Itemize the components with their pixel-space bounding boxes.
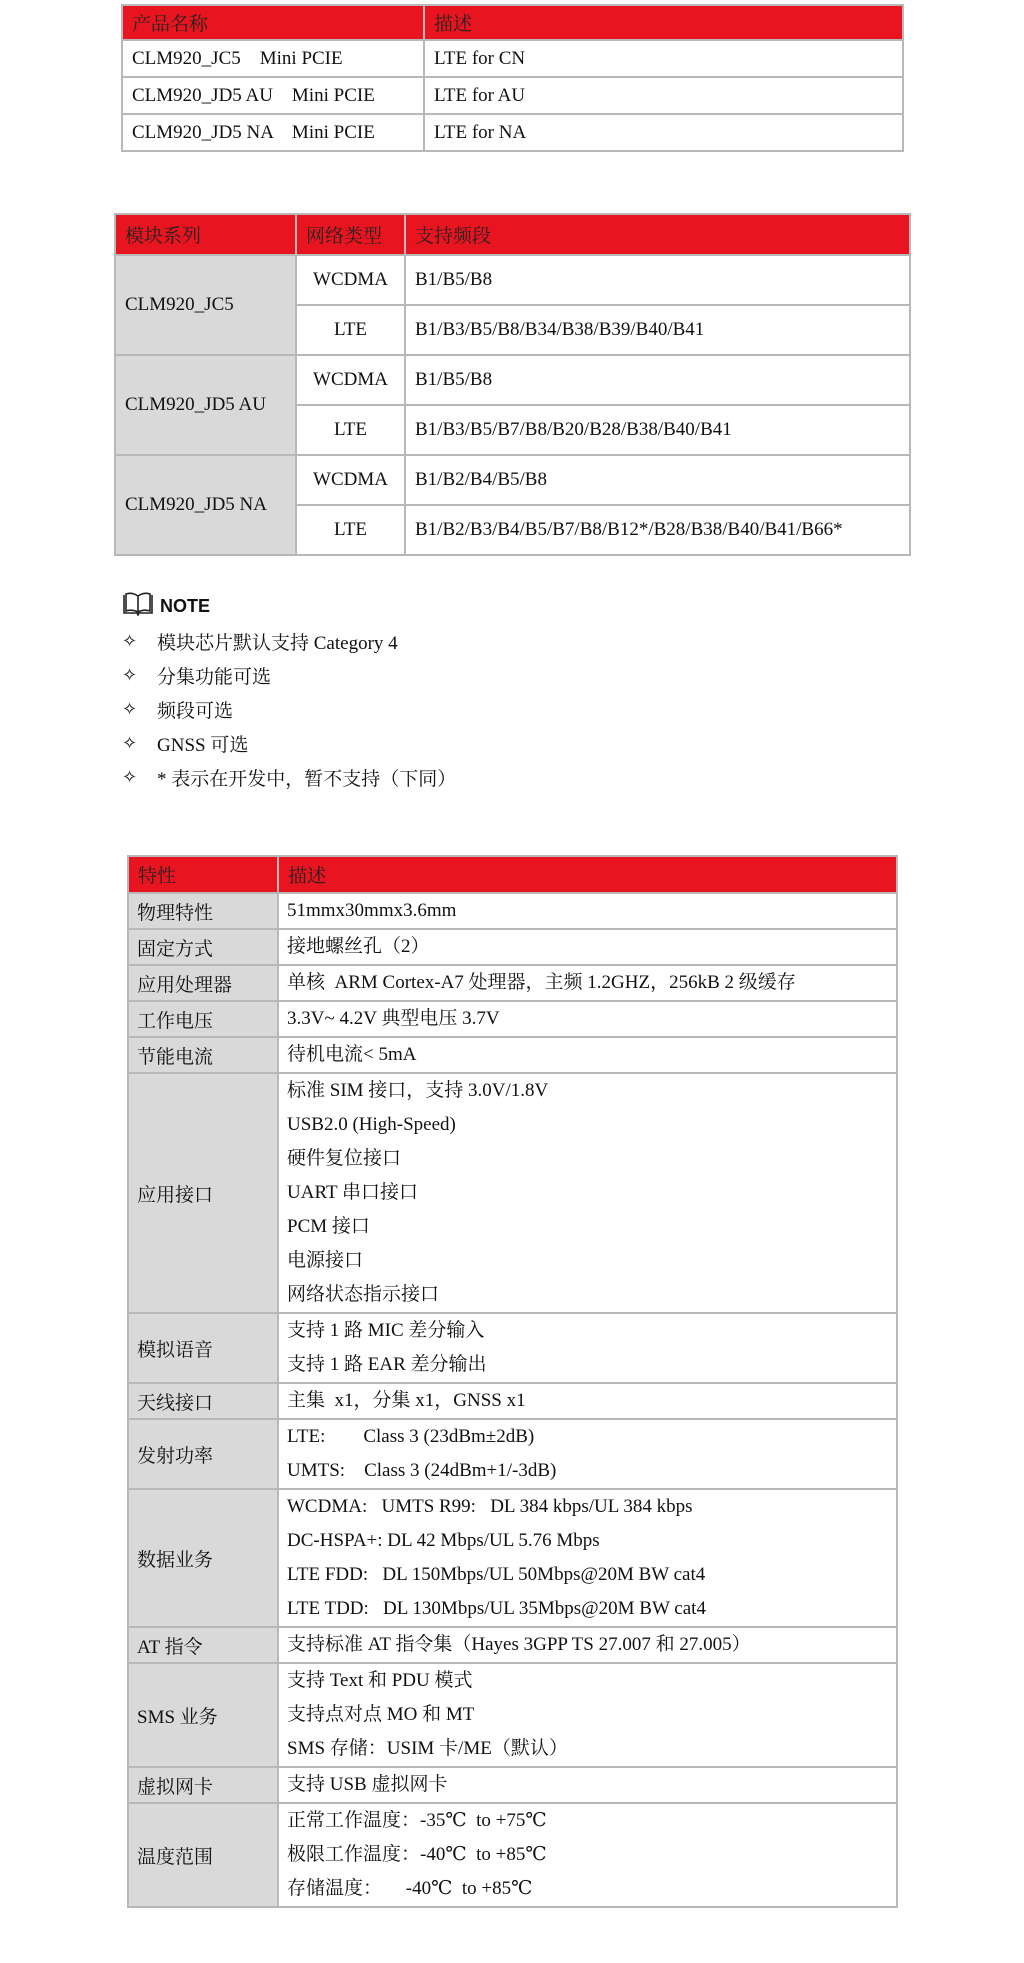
list-item	[122, 624, 822, 658]
description-line: 支持标准 AT 指令集（Hayes 3GPP TS 27.007 和 27.005）	[287, 1634, 751, 1655]
network-type-cell: LTE	[296, 305, 405, 355]
table-row	[122, 40, 903, 77]
feature-description-cell	[278, 1001, 897, 1037]
feature-description-cell	[278, 1663, 897, 1767]
feature-description-cell	[278, 929, 897, 965]
description-line: USB2.0 (High-Speed)	[287, 1114, 456, 1135]
note-label: NOTE	[160, 595, 211, 616]
note-list	[122, 624, 822, 794]
table-row	[128, 1001, 897, 1037]
band-cell: B1/B3/B5/B8/B34/B38/B39/B40/B41	[405, 305, 910, 355]
note-text: * 表示在开发中，暂不支持（下同）	[157, 768, 457, 790]
description-line: 硬件复位接口	[287, 1148, 402, 1169]
table-row	[115, 455, 910, 505]
table-row	[128, 1663, 897, 1767]
feature-description-cell	[278, 1073, 897, 1313]
description-line: 51mmx30mmx3.6mm	[287, 900, 457, 921]
product-name-cell: CLM920_JC5 Mini PCIE	[122, 40, 424, 77]
description-line: DC-HSPA+: DL 42 Mbps/UL 5.76 Mbps	[287, 1530, 600, 1551]
note-header	[122, 588, 822, 624]
table-row	[128, 1419, 897, 1489]
table-row	[122, 114, 903, 151]
table-header-row	[128, 856, 897, 893]
description-line: 支持 Text 和 PDU 模式	[287, 1670, 473, 1691]
band-cell: B1/B3/B5/B7/B8/B20/B28/B38/B40/B41	[405, 405, 910, 455]
description-line: 主集 x1，分集 x1，GNSS x1	[287, 1390, 526, 1411]
band-cell: B1/B2/B3/B4/B5/B7/B8/B12*/B28/B38/B40/B41/B66*	[405, 505, 910, 555]
column-header: 网络类型	[296, 214, 405, 255]
feature-name-cell: AT 指令	[128, 1627, 278, 1663]
description-line: 支持 1 路 EAR 差分输出	[287, 1354, 487, 1375]
feature-name-cell: 天线接口	[128, 1383, 278, 1419]
list-item	[122, 726, 822, 760]
feature-description-cell	[278, 965, 897, 1001]
description-line: 网络状态指示接口	[287, 1284, 440, 1305]
network-type-cell: WCDMA	[296, 355, 405, 405]
module-series-cell: CLM920_JD5 NA	[115, 455, 296, 555]
description-line: 支持点对点 MO 和 MT	[287, 1704, 475, 1725]
book-icon	[122, 592, 154, 621]
feature-name-cell: 应用处理器	[128, 965, 278, 1001]
network-type-cell: WCDMA	[296, 455, 405, 505]
feature-name-cell: 虚拟网卡	[128, 1767, 278, 1803]
feature-description-cell	[278, 1627, 897, 1663]
description-line: LTE TDD: DL 130Mbps/UL 35Mbps@20M BW cat4	[287, 1598, 706, 1619]
table-row	[122, 77, 903, 114]
table-row	[128, 1037, 897, 1073]
list-item	[122, 692, 822, 726]
note-text: 模块芯片默认支持 Category 4	[157, 632, 398, 654]
column-header: 产品名称	[122, 5, 424, 40]
description-line: 存储温度： -40℃ to +85℃	[287, 1878, 533, 1899]
module-series-cell: CLM920_JC5	[115, 255, 296, 355]
band-cell: B1/B2/B4/B5/B8	[405, 455, 910, 505]
diamond-bullet-icon: ✧	[122, 732, 138, 754]
table-header-row	[122, 5, 903, 40]
feature-name-cell: 温度范围	[128, 1803, 278, 1907]
table-row	[115, 355, 910, 405]
list-item	[122, 658, 822, 692]
feature-description-cell	[278, 1313, 897, 1383]
description-line: 极限工作温度：-40℃ to +85℃	[287, 1844, 547, 1865]
note-text: GNSS 可选	[157, 734, 249, 756]
description-line: LTE FDD: DL 150Mbps/UL 50Mbps@20M BW cat4	[287, 1564, 706, 1585]
description-cell: LTE for AU	[424, 77, 903, 114]
table-row	[128, 1313, 897, 1383]
feature-name-cell: 物理特性	[128, 893, 278, 929]
description-line: UART 串口接口	[287, 1182, 418, 1203]
band-cell: B1/B5/B8	[405, 355, 910, 405]
description-line: 待机电流< 5mA	[287, 1044, 417, 1065]
description-cell: LTE for NA	[424, 114, 903, 151]
diamond-bullet-icon: ✧	[122, 630, 138, 652]
description-cell: LTE for CN	[424, 40, 903, 77]
module-series-cell: CLM920_JD5 AU	[115, 355, 296, 455]
table-row	[128, 1627, 897, 1663]
feature-name-cell: 发射功率	[128, 1419, 278, 1489]
table-row	[128, 1383, 897, 1419]
description-line: 单核 ARM Cortex-A7 处理器，主频 1.2GHZ，256kB 2 级缓存	[287, 972, 796, 993]
diamond-bullet-icon: ✧	[122, 698, 138, 720]
feature-description-cell	[278, 1803, 897, 1907]
column-header: 支持频段	[405, 214, 910, 255]
description-line: 接地螺丝孔（2）	[287, 936, 430, 957]
table-row	[115, 255, 910, 305]
network-type-cell: WCDMA	[296, 255, 405, 305]
list-item	[122, 760, 822, 794]
feature-description-cell	[278, 1767, 897, 1803]
table-row	[128, 1803, 897, 1907]
note-text: 频段可选	[157, 700, 234, 722]
note-text: 分集功能可选	[157, 666, 272, 688]
description-line: 支持 USB 虚拟网卡	[287, 1774, 448, 1795]
feature-name-cell: 固定方式	[128, 929, 278, 965]
description-line: 电源接口	[287, 1250, 364, 1271]
description-line: SMS 存储：USIM 卡/ME（默认）	[287, 1738, 568, 1759]
description-line: 标准 SIM 接口，支持 3.0V/1.8V	[287, 1080, 549, 1101]
product-name-cell: CLM920_JD5 AU Mini PCIE	[122, 77, 424, 114]
network-type-cell: LTE	[296, 505, 405, 555]
column-header: 特性	[128, 856, 278, 893]
feature-name-cell: 模拟语音	[128, 1313, 278, 1383]
description-line: WCDMA: UMTS R99: DL 384 kbps/UL 384 kbps	[287, 1496, 693, 1517]
feature-name-cell: 应用接口	[128, 1073, 278, 1313]
network-type-cell: LTE	[296, 405, 405, 455]
table-header-row	[115, 214, 910, 255]
diamond-bullet-icon: ✧	[122, 664, 138, 686]
table-row	[128, 893, 897, 929]
description-line: 3.3V~ 4.2V 典型电压 3.7V	[287, 1008, 500, 1029]
product-table	[121, 4, 904, 152]
feature-name-cell: SMS 业务	[128, 1663, 278, 1767]
description-line: 正常工作温度：-35℃ to +75℃	[287, 1810, 547, 1831]
table-row	[128, 1489, 897, 1627]
column-header: 描述	[424, 5, 903, 40]
description-line: 支持 1 路 MIC 差分输入	[287, 1320, 485, 1341]
note-section	[122, 588, 822, 794]
description-line: PCM 接口	[287, 1216, 370, 1237]
table-row	[128, 929, 897, 965]
feature-description-cell	[278, 1419, 897, 1489]
diamond-bullet-icon: ✧	[122, 766, 138, 788]
feature-table-body	[128, 893, 897, 1907]
feature-description-cell	[278, 1037, 897, 1073]
description-line: UMTS: Class 3 (24dBm+1/-3dB)	[287, 1460, 557, 1481]
feature-name-cell: 工作电压	[128, 1001, 278, 1037]
column-header: 描述	[278, 856, 897, 893]
column-header: 模块系列	[115, 214, 296, 255]
band-table	[114, 213, 911, 556]
description-line: LTE: Class 3 (23dBm±2dB)	[287, 1426, 535, 1447]
table-row	[128, 1073, 897, 1313]
table-row	[128, 1767, 897, 1803]
feature-name-cell: 数据业务	[128, 1489, 278, 1627]
feature-description-cell	[278, 1489, 897, 1627]
band-cell: B1/B5/B8	[405, 255, 910, 305]
table-row	[128, 965, 897, 1001]
feature-description-cell	[278, 893, 897, 929]
feature-name-cell: 节能电流	[128, 1037, 278, 1073]
product-name-cell: CLM920_JD5 NA Mini PCIE	[122, 114, 424, 151]
feature-description-cell	[278, 1383, 897, 1419]
feature-table	[127, 855, 898, 1908]
